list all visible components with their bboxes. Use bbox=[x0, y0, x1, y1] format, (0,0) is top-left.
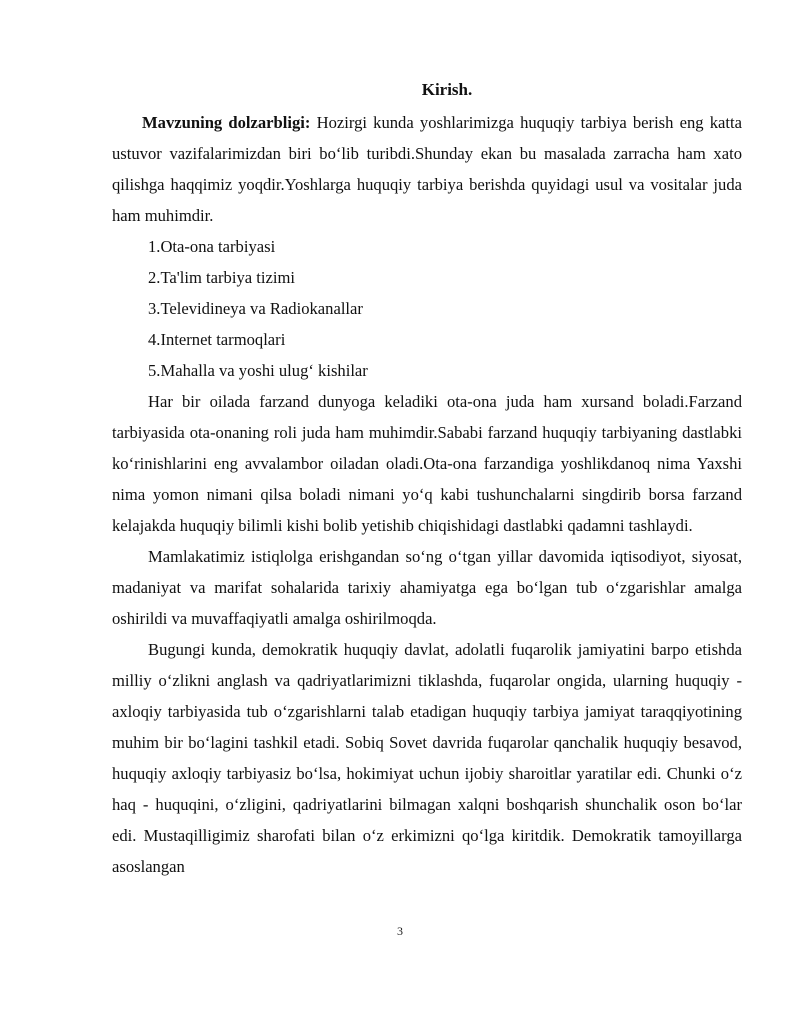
list-item: 2.Ta'lim tarbiya tizimi bbox=[148, 268, 295, 287]
document-title: Kirish. bbox=[421, 80, 473, 99]
body-paragraph: Har bir oilada farzand dunyoga keladiki ota-ona juda ham xursand boladi.Farzand tarbiyasida ota-onaning roli juda ham muhimdir.Sababi farzand huquqiy tarbiyaning dastlabki ko‘rinishlarini eng avvalambor oiladan oladi.Ota-ona farzandiga yoshlikdanoq nima Yaxshi nima yomon nimani qilsa boladi nimani yo‘q kabi tushunchalarni singdirib borsa farzand kelajakda huquqiy bilimli kishi bolib yetishib chiqishidagi dastlabki qadamni tashlaydi. bbox=[112, 392, 742, 535]
list-item: 1.Ota-ona tarbiyasi bbox=[148, 237, 276, 256]
document-page bbox=[112, 76, 742, 882]
intro-paragraph bbox=[112, 107, 742, 231]
list-item: 3.Televidineya va Radiokanallar bbox=[148, 299, 363, 318]
intro-label: Mavzuning dolzarbligi: bbox=[142, 113, 311, 132]
intro-text: Hozirgi kunda yoshlarimizga huquqiy tarbiya berish eng katta ustuvor vazifalarimizdan biri bo‘lib turibdi.Shunday ekan bu masalada zarracha ham xato qilishga haqqimiz yoqdir.Yoshlarga huquqiy tarbiya berishda quyidagi usul va vositalar juda ham muhimdir. bbox=[112, 113, 742, 225]
page-number: 3 bbox=[397, 924, 403, 938]
body-paragraph: Bugungi kunda, demokratik huquqiy davlat, adolatli fuqarolik jamiyatini barpo etishda milliy o‘zlikni anglash va qadriyatlarimizni tiklashda, fuqarolar ongida, ularning huquqiy - axloqiy tarbiyasida tub o‘zgarishlarni talab etadigan huquqiy tarbiya jamiyat taraqqiyotining muhim bir bo‘lagini tashkil etadi. Sobiq Sovet davrida fuqarolar qanchalik huquqiy besavod, huquqiy axloqiy tarbiyasiz bo‘lsa, hokimiyat uchun ijobiy sharoitlar yaratilar edi. Chunki o‘z haq - huquqini, o‘zligini, qadriyatlarini bilmagan xalqni boshqarish shunchalik oson bo‘lar edi. Mustaqilligimiz sharofati bilan o‘z erkimizni qo‘lga kiritdik. Demokratik tamoyillarga asoslangan bbox=[112, 640, 742, 876]
body-paragraph: Mamlakatimiz istiqlolga erishgandan so‘ng o‘tgan yillar davomida iqtisodiyot, siyosat, madaniyat va marifat sohalarida tarixiy ahamiyatga ega bo‘lgan tub o‘zgarishlar amalga oshirildi va muvaffaqiyatli amalga oshirilmoqda. bbox=[112, 547, 742, 628]
list-item: 4.Internet tarmoqlari bbox=[148, 330, 286, 349]
list-item: 5.Mahalla va yoshi ulug‘ kishilar bbox=[148, 361, 368, 380]
